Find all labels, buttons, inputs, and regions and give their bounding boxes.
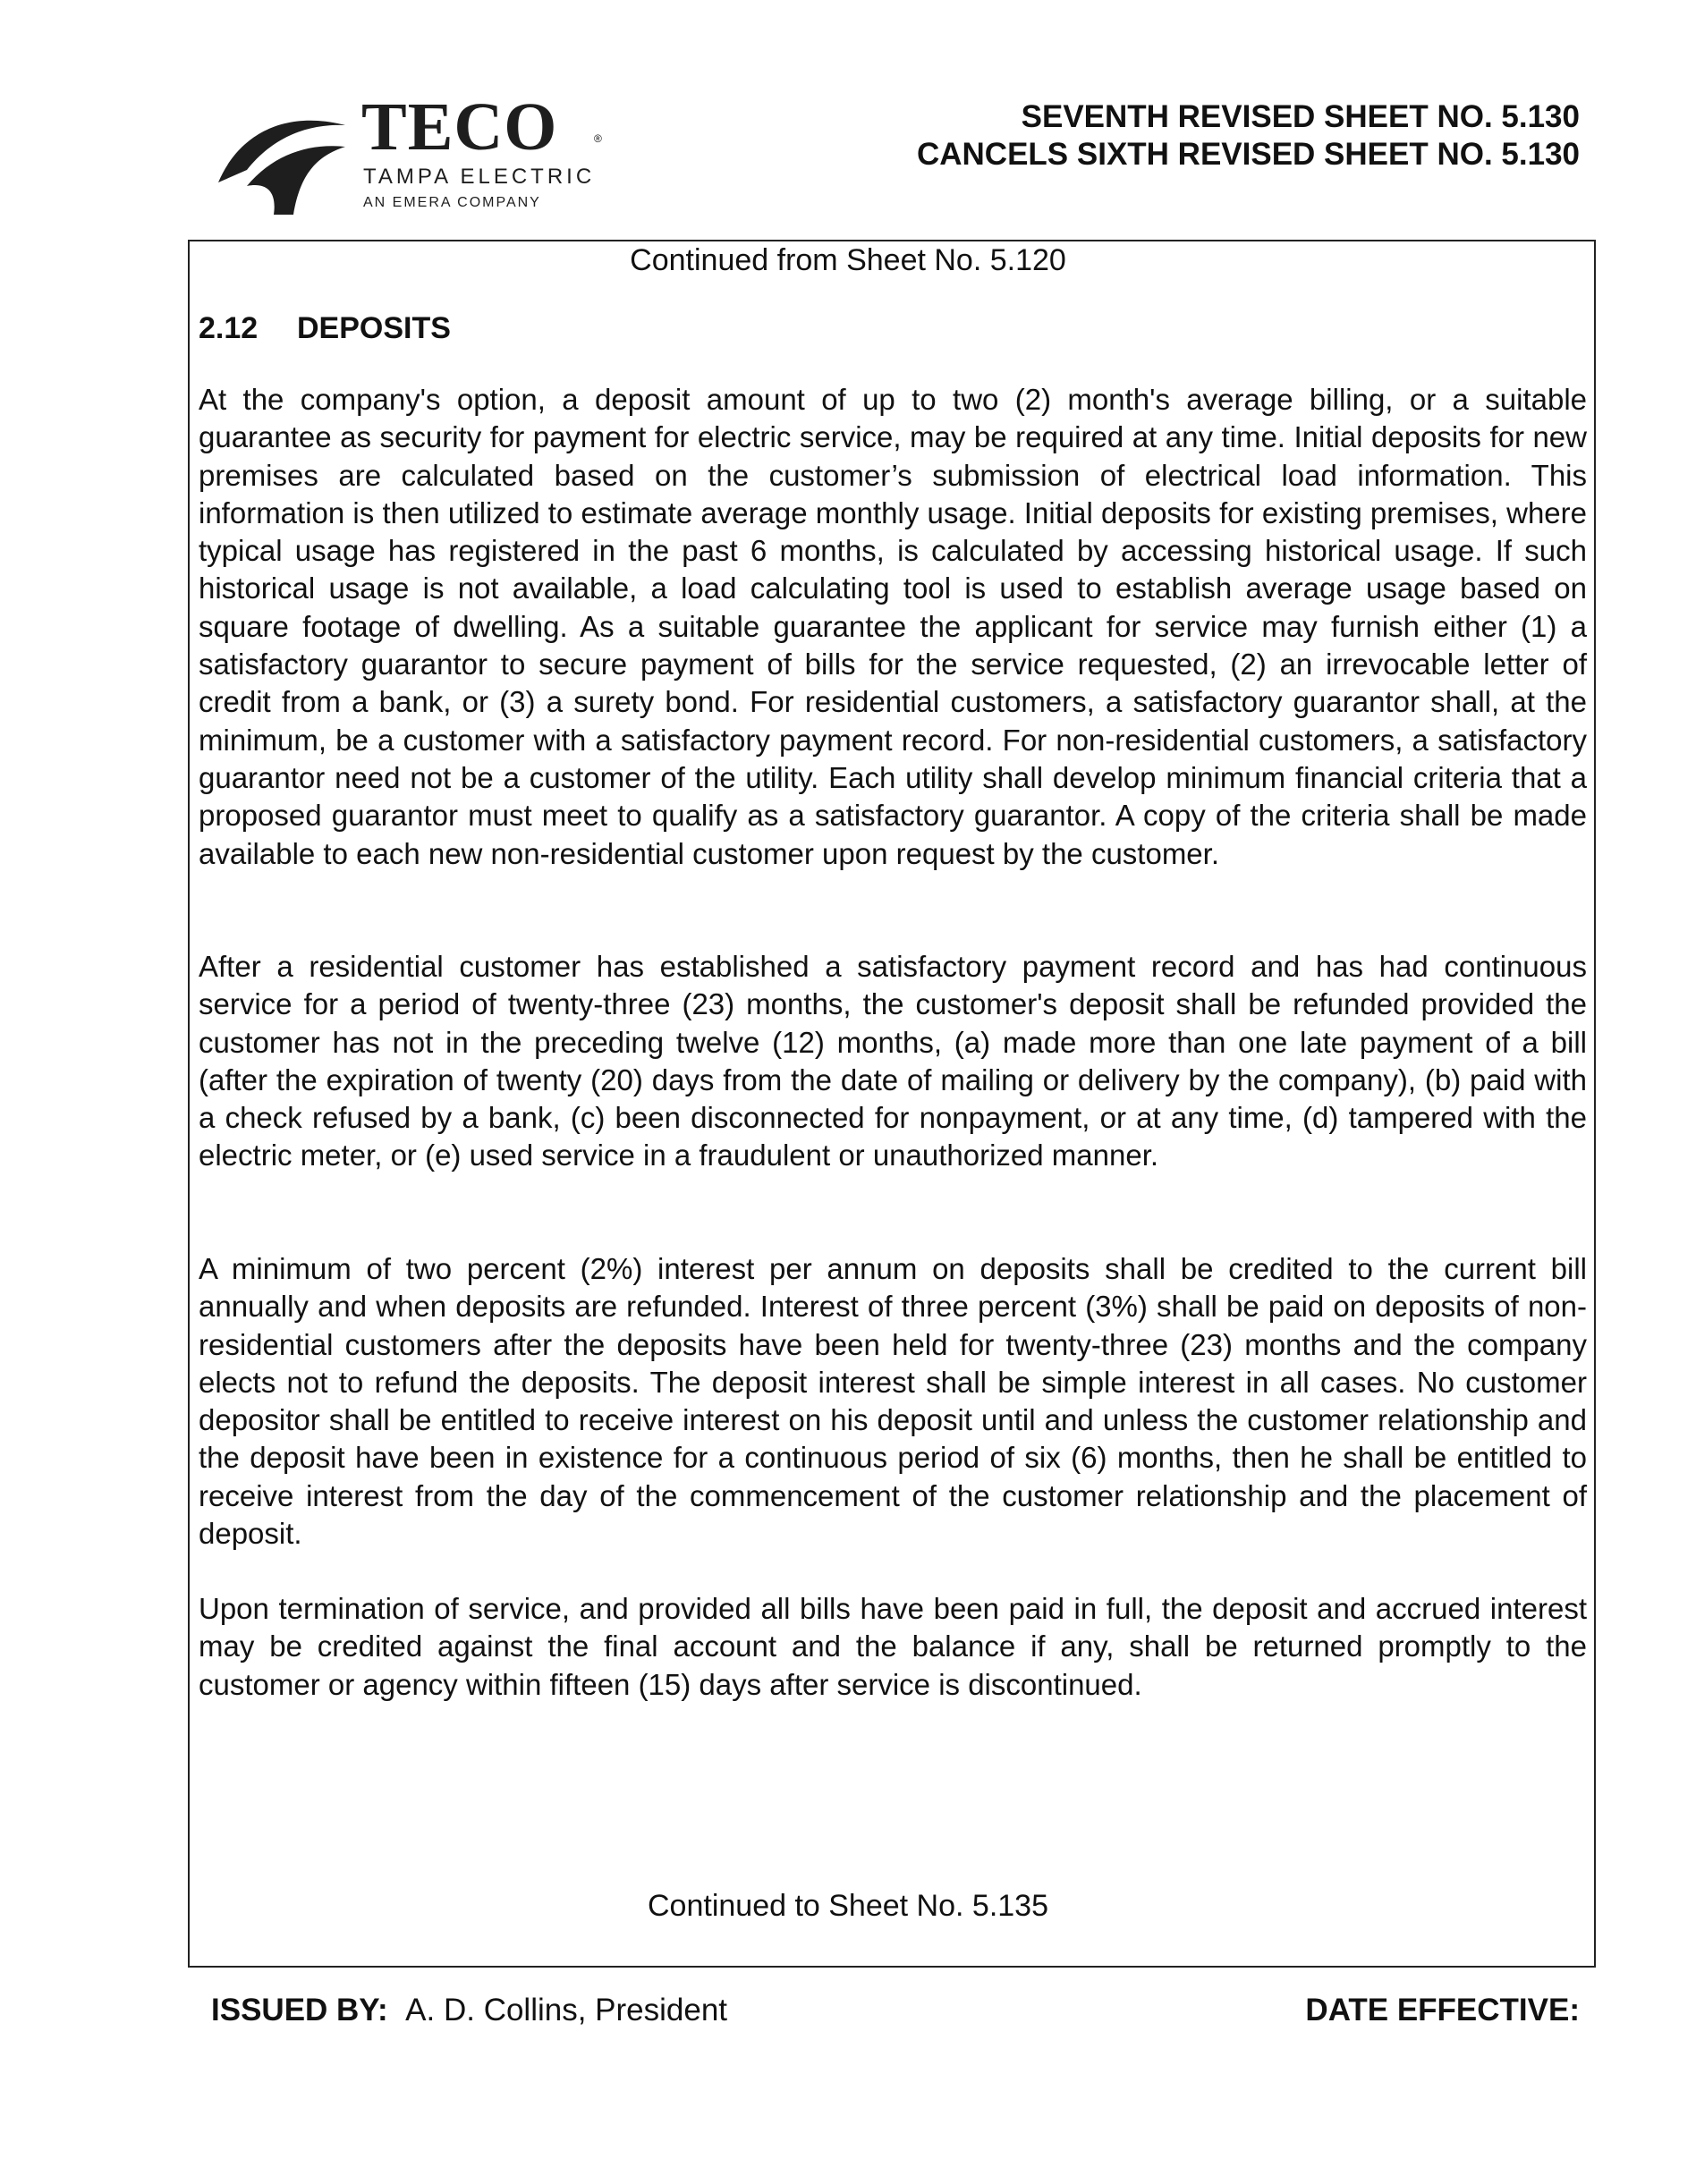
paragraph-interest: A minimum of two percent (2%) interest per annum on deposits shall be credited to the current bill annually and when deposits are refunded. Interest of three percent (3%) shall be paid on deposits of non-residential customers after the deposits have been held for twenty-three (23) months and the company elects not to refund the deposits. The deposit interest shall be simple interest in all cases. No customer depositor shall be entitled to receive interest on his deposit until and unless the customer relationship and the deposit have been in existence for a continuous period of six (6) months, then he shall be entitled to receive interest from the day of the commencement of the customer relationship and the placement of deposit. <box>199 1252 1587 1551</box>
issued-by <box>211 1993 727 2028</box>
section-number: 2.12 <box>199 311 259 345</box>
logo-company-name: TAMPA ELECTRIC <box>363 165 596 189</box>
paragraph-refund: After a residential customer has established a satisfactory payment record and has had continuous service for a period of twenty-three (23) months, the customer's deposit shall be refunded provided the customer has not in the preceding twelve (12) months, (a) made more than one late payment of a bill (after the expiration of twenty (20) days from the date of mailing or delivery by the company), (b) paid with a check refused by a bank, (c) been disconnected for nonpayment, or at any time, (d) tampered with the electric meter, or (e) used service in a fraudulent or unauthorized manner. <box>199 950 1587 1172</box>
section-heading <box>199 311 451 346</box>
teco-swoosh-icon <box>211 100 354 216</box>
continued-from: Continued from Sheet No. 5.120 <box>630 243 1066 277</box>
issued-name: A. D. Collins, President <box>405 1993 728 2027</box>
issued-label: ISSUED BY: <box>211 1993 388 2027</box>
paragraph-deposit-option: At the company's option, a deposit amount of up to two (2) month's average billing, or a suitable guarantee as security for payment for electric service, may be required at any time. Initial deposits for new premises are calculated based on the customer’s submission of electrical load information. This information is then utilized to estimate average monthly usage. Initial deposits for existing premises, where typical usage has registered in the past 6 months, is calculated by accessing historical usage. If such historical usage is not available, a load calculating tool is used to establish average usage based on square footage of dwelling. As a suitable guarantee the applicant for service may furnish either (1) a satisfactory guarantor to secure payment of bills for the service requested, (2) an irrevocable letter of credit from a bank, or (3) a surety bond. For residential customers, a satisfactory guarantor shall, at the minimum, be a customer with a satisfactory payment record. For non-residential customers, a satisfactory guarantor need not be a customer of the utility. Each utility shall develop minimum financial criteria that a proposed guarantor must meet to qualify as a satisfactory guarantor. A copy of the criteria shall be made available to each new non-residential customer upon request by the customer. <box>199 383 1587 870</box>
cancels-sheet: CANCELS SIXTH REVISED SHEET NO. 5.130 <box>916 137 1580 172</box>
date-effective-label: DATE EFFECTIVE: <box>1305 1993 1580 2027</box>
company-logo <box>211 89 658 218</box>
sheet-header <box>917 98 1580 174</box>
paragraph-termination: Upon termination of service, and provided all bills have been paid in full, the deposit and accrued interest may be credited against the final account and the balance if any, shall be returned promptly to the customer or agency within fifteen (15) days after service is discontinued. <box>199 1592 1587 1701</box>
logo-parent-company: AN EMERA COMPANY <box>363 195 541 210</box>
registered-mark: ® <box>594 132 602 145</box>
continued-to: Continued to Sheet No. 5.135 <box>648 1889 1048 1923</box>
logo-wordmark: TECO <box>361 89 558 165</box>
sheet-number: SEVENTH REVISED SHEET NO. 5.130 <box>1021 99 1580 134</box>
section-title: DEPOSITS <box>297 311 451 345</box>
